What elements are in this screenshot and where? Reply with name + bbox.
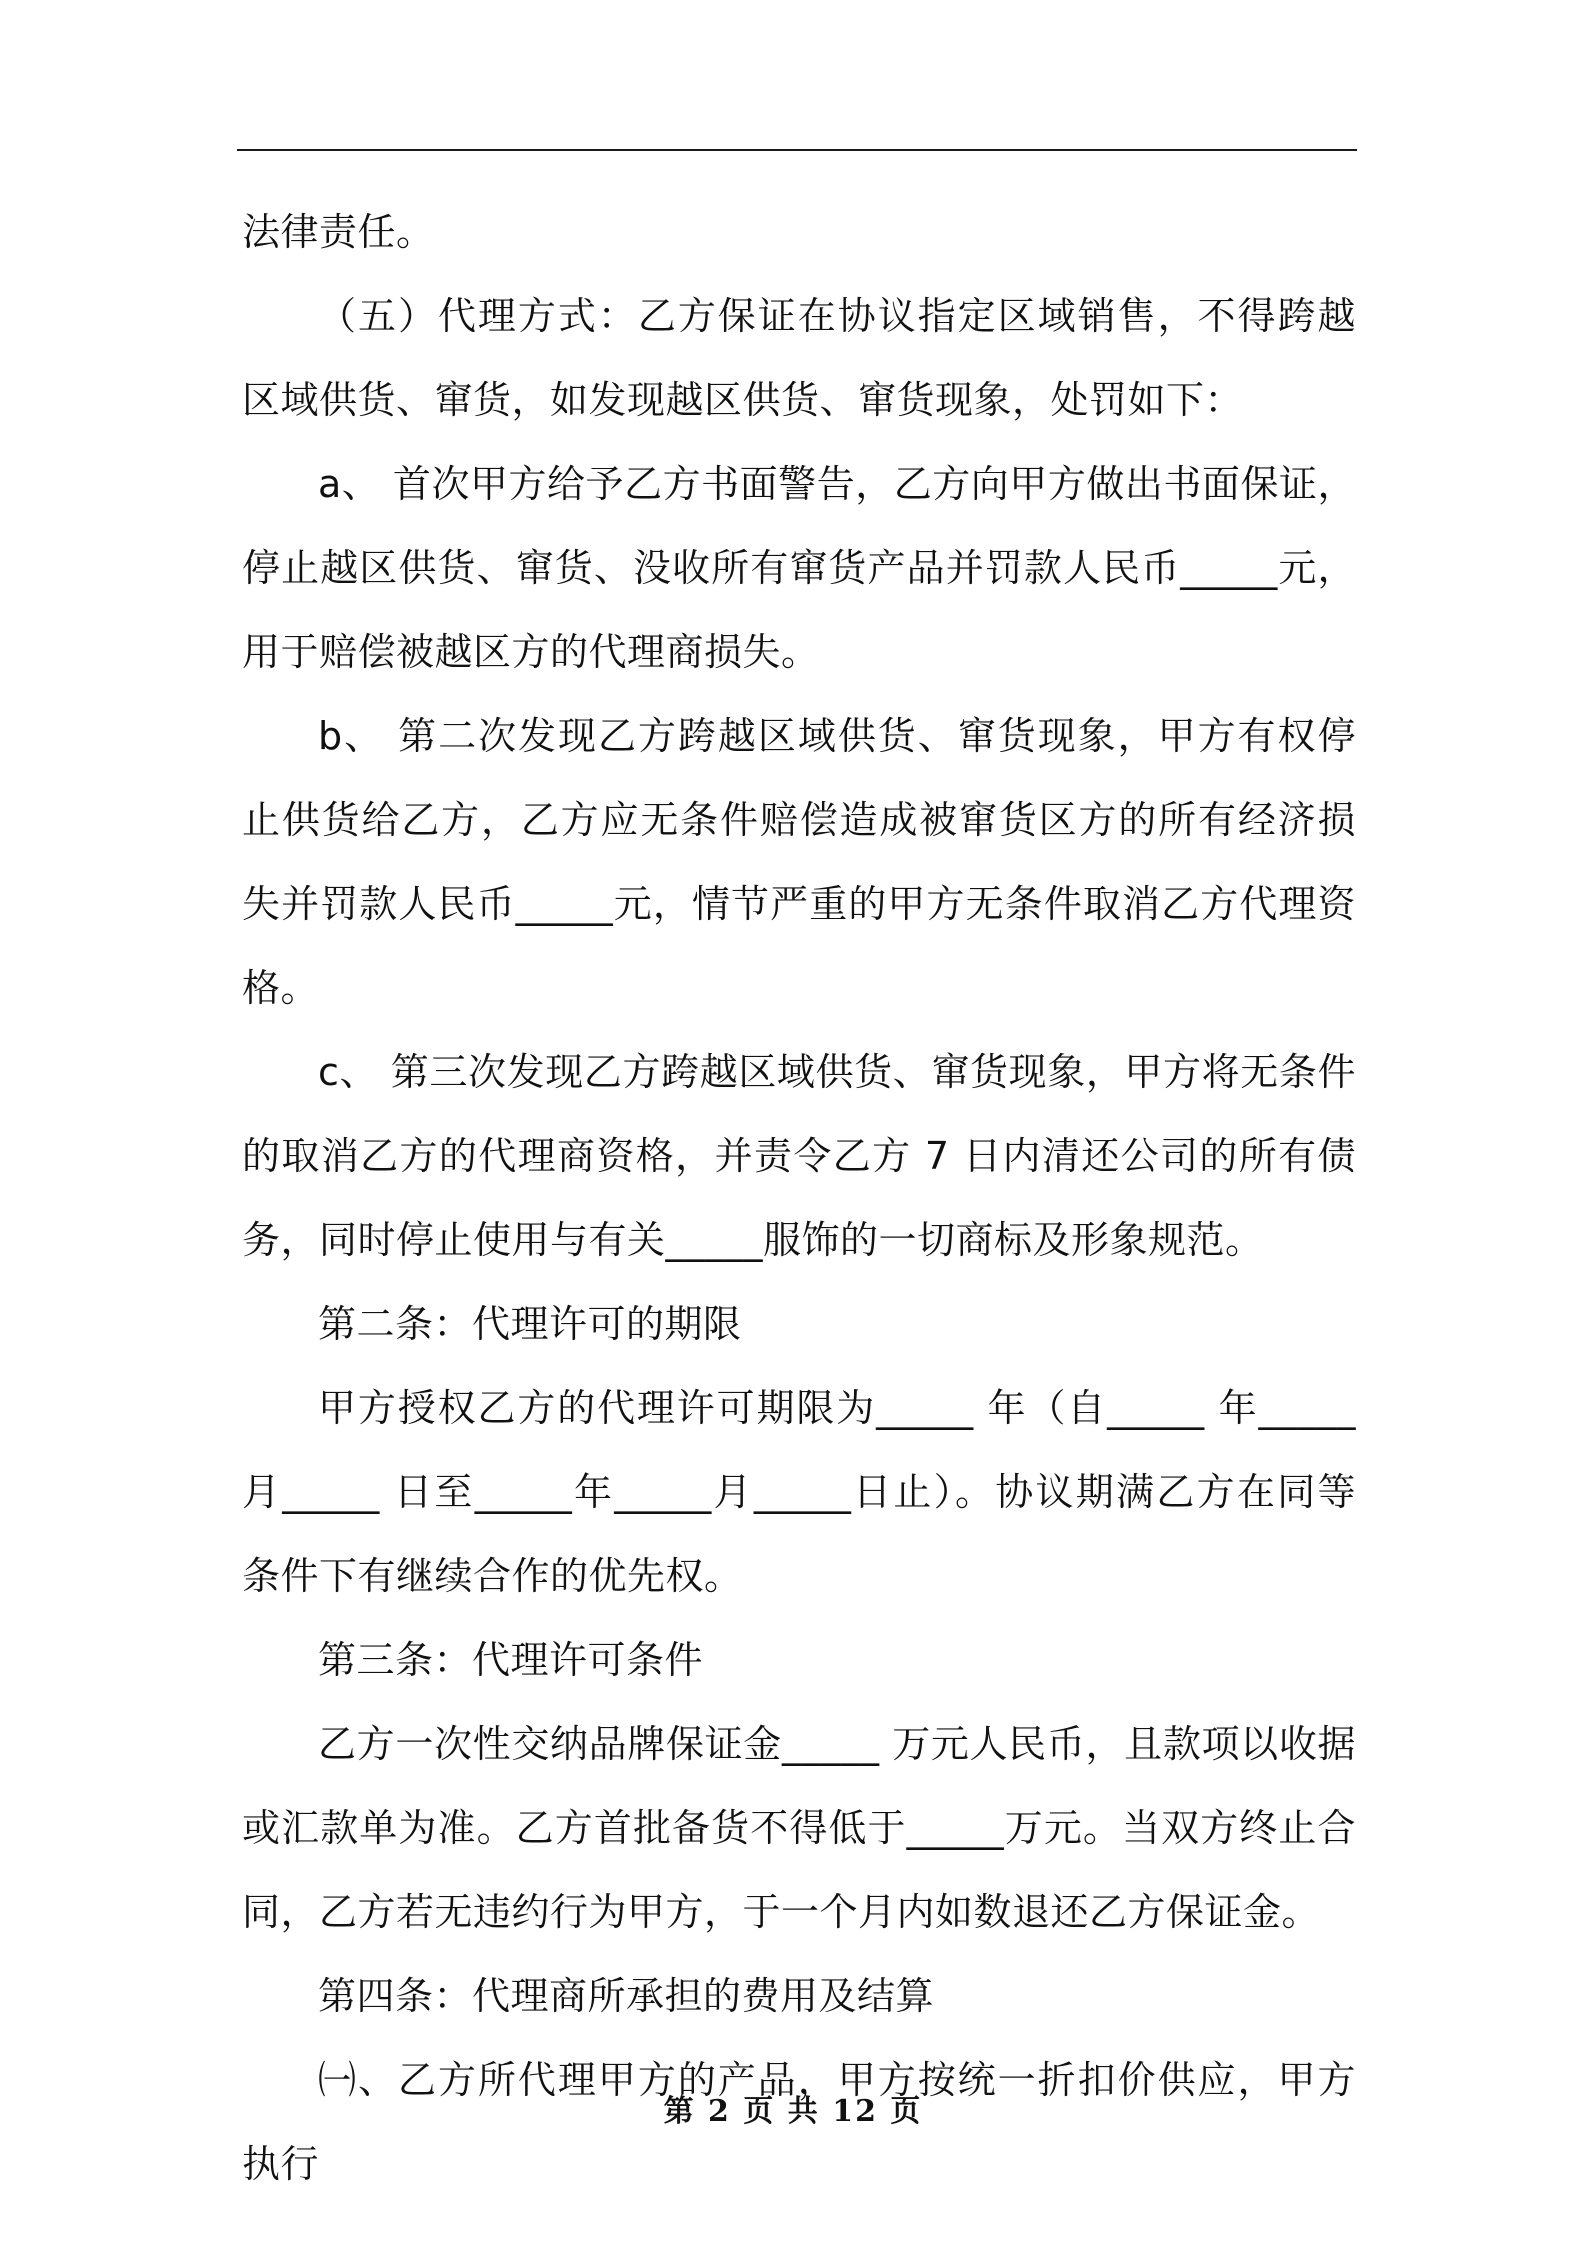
paragraph-pricing: ㈠、乙方所代理甲方的产品，甲方按统一折扣价供应，甲方执行 (242, 2058, 1356, 2186)
document-body (242, 190, 1356, 2206)
article-4-heading: 第四条：代理商所承担的费用及结算 (318, 1974, 935, 2018)
article-3-heading: 第三条：代理许可条件 (318, 1638, 704, 1682)
paragraph-license-term: 甲方授权乙方的代理许可期限为_____ 年（自_____ 年_____月_____ 日至_____年_____月_____日止）。协议期满乙方在同等条件下有继续合作的优先权。 (242, 1386, 1356, 1598)
paragraph-agency-method: （五）代理方式：乙方保证在协议指定区域销售，不得跨越区域供货、窜货，如发现越区供货、窜货现象，处罚如下： (242, 294, 1356, 422)
paragraph-third-violation: c、 第三次发现乙方跨越区域供货、窜货现象，甲方将无条件的取消乙方的代理商资格，并责令乙方 7 日内清还公司的所有债务，同时停止使用与有关_____服饰的一切商标及形象规范。 (242, 1050, 1356, 1262)
article-2-heading: 第二条：代理许可的期限 (318, 1302, 742, 1346)
paragraph-second-violation: b、 第二次发现乙方跨越区域供货、窜货现象，甲方有权停止供货给乙方，乙方应无条件赔偿造成被窜货区方的所有经济损失并罚款人民币_____元，情节严重的甲方无条件取消乙方代理资格。 (242, 714, 1356, 1010)
paragraph-legal-liability: 法律责任。 (242, 210, 435, 254)
paragraph-license-conditions: 乙方一次性交纳品牌保证金_____ 万元人民币，且款项以收据或汇款单为准。乙方首批备货不得低于_____万元。当双方终止合同，乙方若无违约行为甲方，于一个月内如数退还乙方保证金。 (242, 1722, 1356, 1934)
paragraph-first-violation: a、 首次甲方给予乙方书面警告，乙方向甲方做出书面保证，停止越区供货、窜货、没收所有窜货产品并罚款人民币_____元，用于赔偿被越区方的代理商损失。 (242, 462, 1356, 674)
page-number-footer: 第 2 页 共 12 页 (663, 2094, 923, 2129)
header-rule (237, 149, 1357, 151)
